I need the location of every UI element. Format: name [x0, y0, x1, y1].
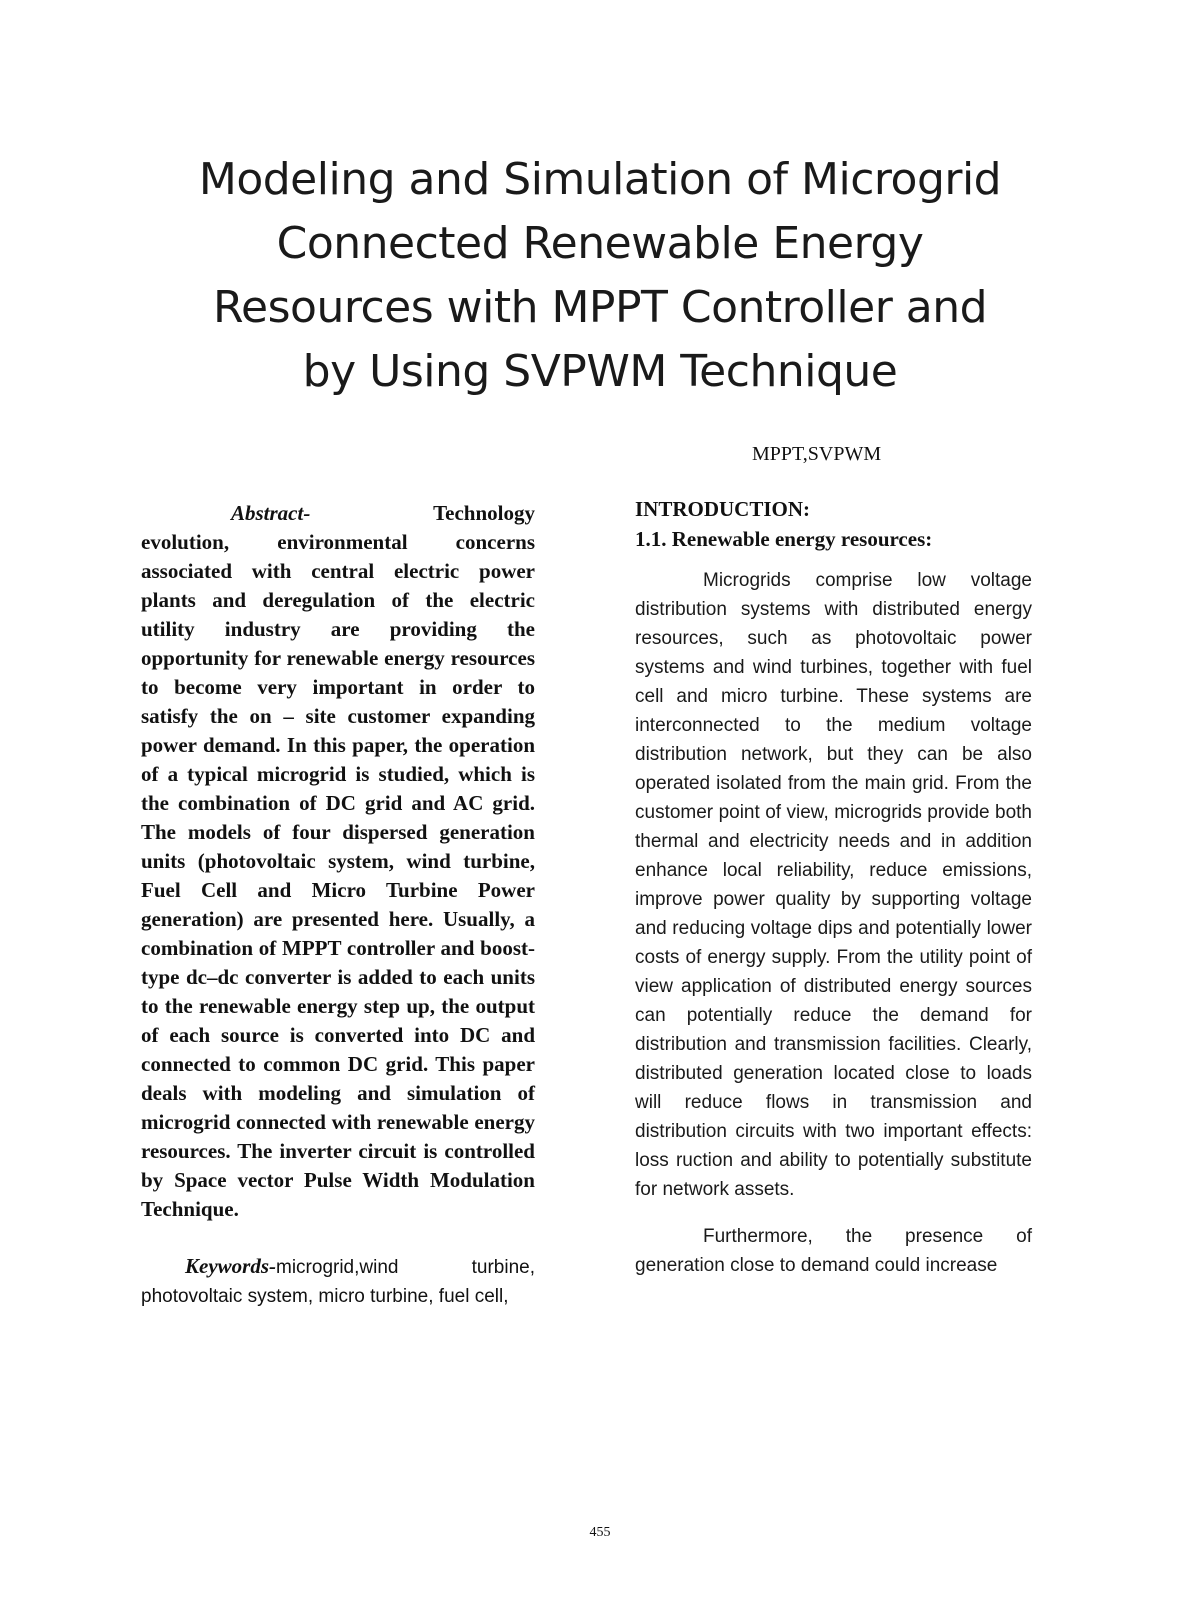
left-column: [141, 499, 535, 1311]
page-number: 455: [589, 1525, 611, 1540]
keywords-text: microgrid,wind turbine, photovoltaic system, micro turbine, fuel cell,: [141, 1257, 535, 1307]
abstract-paragraph: [141, 499, 535, 1224]
title-line: Resources with MPPT Controller and: [212, 282, 988, 333]
body-paragraph: Microgrids comprise low voltage distribution systems with distributed energy resources, such as photovoltaic power systems and wind turbines, together with fuel cell and micro turbine. These systems are interconnected to the medium voltage distribution network, but they can be also operated isolated from the main grid. From the customer point of view, microgrids provide both thermal and electricity needs and in addition enhance local reliability, reduce emissions, improve power quality by supporting voltage and reducing voltage dips and potentially lower costs of energy supply. From the utility point of view application of distributed energy sources can potentially reduce the demand for distribution and transmission facilities. Clearly, distributed generation located close to loads will reduce flows in transmission and distribution circuits with two important effects: loss ruction and ability to potentially substitute for network assets.: [635, 570, 1032, 1200]
paper-title: [90, 148, 1110, 404]
right-column: [635, 494, 1032, 1280]
keywords-label: Keywords-: [185, 1254, 276, 1278]
abstract-label: Abstract-: [231, 501, 311, 525]
body-paragraph: Furthermore, the presence of generation close to demand could increase: [635, 1226, 1032, 1276]
section-heading: INTRODUCTION:: [635, 497, 811, 521]
keywords-paragraph: [141, 1252, 535, 1311]
keyword-tag: MPPT,SVPWM: [752, 443, 882, 465]
title-line: Connected Renewable Energy: [276, 218, 924, 269]
title-line: by Using SVPWM Technique: [302, 346, 898, 397]
subsection-heading: 1.1. Renewable energy resources:: [635, 527, 933, 551]
title-line: Modeling and Simulation of Microgrid: [198, 154, 1002, 205]
abstract-text: Technology evolution, environmental concerns associated with central electric power plants and deregulation of the electric utility industry are providing the opportunity for renewable energy resources to become very important in order to satisfy the on – site customer expanding power demand. In this paper, the operation of a typical microgrid is studied, which is the combination of DC grid and AC grid. The models of four dispersed generation units (photovoltaic system, wind turbine, Fuel Cell and Micro Turbine Power generation) are presented here. Usually, a combination of MPPT controller and boost-type dc–dc converter is added to each units to the renewable energy step up, the output of each source is converted into DC and connected to common DC grid. This paper deals with modeling and simulation of microgrid connected with renewable energy resources. The inverter circuit is controlled by Space vector Pulse Width Modulation Technique.: [141, 501, 535, 1221]
